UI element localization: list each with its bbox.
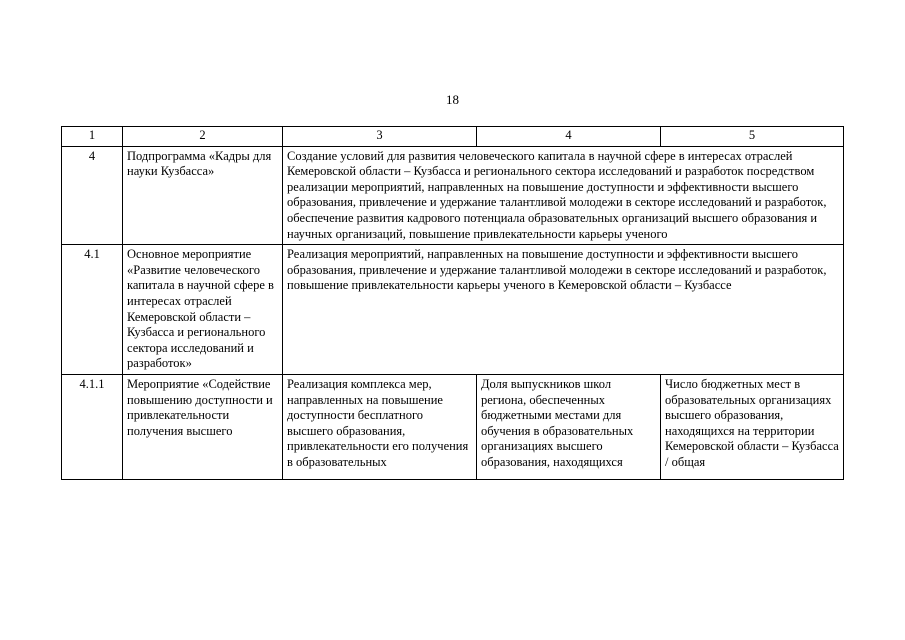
row-measures [283, 374, 477, 479]
row-name-text: Мероприятие «Содействие повышению доступности и привлекательности получения высшего [127, 376, 273, 438]
row-name: Подпрограмма «Кадры для науки Кузбасса» [123, 146, 283, 245]
row-number [62, 374, 123, 479]
page-number: 18 [446, 92, 459, 107]
row-indicator-text: Доля выпускников школ региона, обеспеченных бюджетными местами для обучения в образовательных организациях высшего образования, находящихся [481, 376, 634, 469]
row-number: 4 [62, 146, 123, 245]
row-description: Реализация мероприятий, направленных на повышение доступности и эффективности высшего образования, привлечение и удержание талантливой молодежи в секторе исследований и разработок, повышение привлекательности карьеры ученого в Кемеровской области – Кузбассе [283, 245, 844, 375]
row-measures-text: Реализация комплекса мер, направленных на повышение доступности бесплатного высшего образования, привлекательности его получения в образовательных [287, 376, 469, 469]
row-name: Основное мероприятие «Развитие человеческого капитала в научной сфере в интересах отраслей Кемеровской области – Кузбасса и регионального сектора исследований и разработок» [123, 245, 283, 375]
row-description: Создание условий для развития человеческого капитала в научной сфере в интересах отраслей Кемеровской области – Кузбасса и регионального сектора исследований и разработок посредством реализации мероприятий, направленных на повышение доступности и эффективности высшего образования, привлечение и удержание талантливой молодежи в секторе исследований и разработок, обеспечение развития кадрового потенциала образовательных организаций высшего образования и научных организаций, повышение привлекательности карьеры ученого [283, 146, 844, 245]
program-table [61, 126, 844, 480]
table-row [62, 146, 844, 245]
row-formula [661, 374, 844, 479]
row-indicator [477, 374, 661, 479]
row-number-text: 4.1.1 [79, 376, 105, 391]
header-col-1: 1 [62, 127, 123, 147]
row-name [123, 374, 283, 479]
header-col-5: 5 [661, 127, 844, 147]
table-row [62, 374, 844, 479]
table-row [62, 245, 844, 375]
row-number: 4.1 [62, 245, 123, 375]
row-formula-text: Число бюджетных мест в образовательных организациях высшего образования, находящихся на территории Кемеровской области – Кузбасса / общая [665, 376, 839, 469]
header-col-2: 2 [123, 127, 283, 147]
table-header-row [62, 127, 844, 147]
header-col-4: 4 [477, 127, 661, 147]
header-col-3: 3 [283, 127, 477, 147]
